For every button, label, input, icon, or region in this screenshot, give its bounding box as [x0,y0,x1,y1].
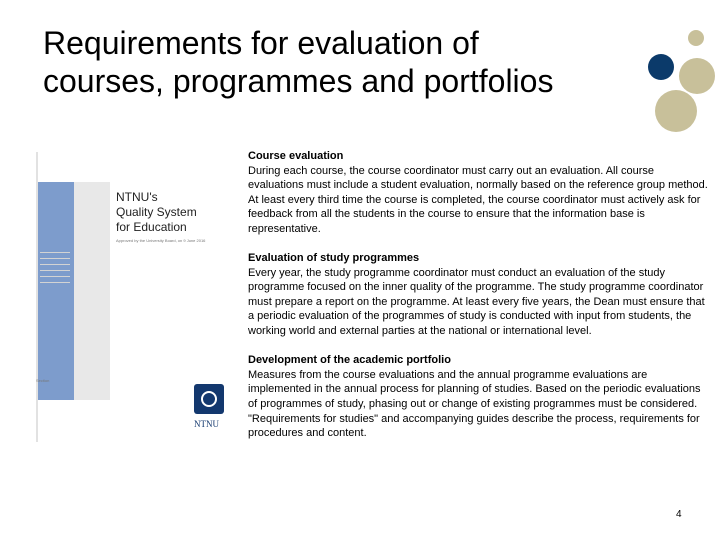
cover-subtitle: Approved by the University Board, on 9 June 2016 [116,238,206,243]
cover-title-line-3: for Education [116,220,187,234]
cover-title-line-2: Quality System [116,205,197,219]
cover-vertical-text-lines [40,252,70,302]
ntnu-logo-ring [201,391,217,407]
document-cover-image [36,152,228,442]
decorative-circle-medium-tan [679,58,715,94]
section-body: During each course, the course coordinator must carry out an evaluation. All course evaluations must include a student evaluation, normally based on the reference group method. At least every third time the course is completed, the course coordinator must actively ask for feedback from all the students in the course to ensure that the information base is representative. [248,164,708,235]
cover-spine [74,182,110,400]
section-body: Measures from the course evaluations and the annual programme evaluations are implemented in the annual process for planning of studies. Based on the periodic evaluations of programmes of study, phasing out or change of existing programmes must be considered. "Requirements for studies" and accompanying guides describe the process, requirements for procedures and content. [248,368,701,440]
ntnu-logo-text: NTNU [194,419,219,429]
section-academic-portfolio [248,353,708,441]
section-study-programme-evaluation [248,251,708,339]
cover-title [116,190,197,235]
slide-title [43,24,683,100]
section-course-evaluation [248,149,708,237]
cover-title-line-1: NTNU's [116,190,158,204]
ntnu-logo-icon [194,384,224,414]
section-body: Every year, the study programme coordinator must conduct an evaluation of the study programme focused on the inner quality of the programme. The study programme coordinator must prepare a report on the programme. At least every five years, the Dean must ensure that a periodic evaluation of the programmes of study is conducted with input from students, the working world and external parties at the national or international level. [248,266,705,338]
section-heading: Evaluation of study programmes [248,252,420,265]
section-heading: Development of the academic portfolio [248,354,451,367]
slide-title-line-2: courses, programmes and portfolios [43,63,554,99]
cover-footer-label: Section [36,378,50,383]
section-heading: Course evaluation [248,150,344,162]
decorative-circle-small-tan [688,30,704,46]
page-number: 4 [676,509,682,520]
slide-title-line-1: Requirements for evaluation of [43,25,479,61]
content-sections [248,149,708,455]
